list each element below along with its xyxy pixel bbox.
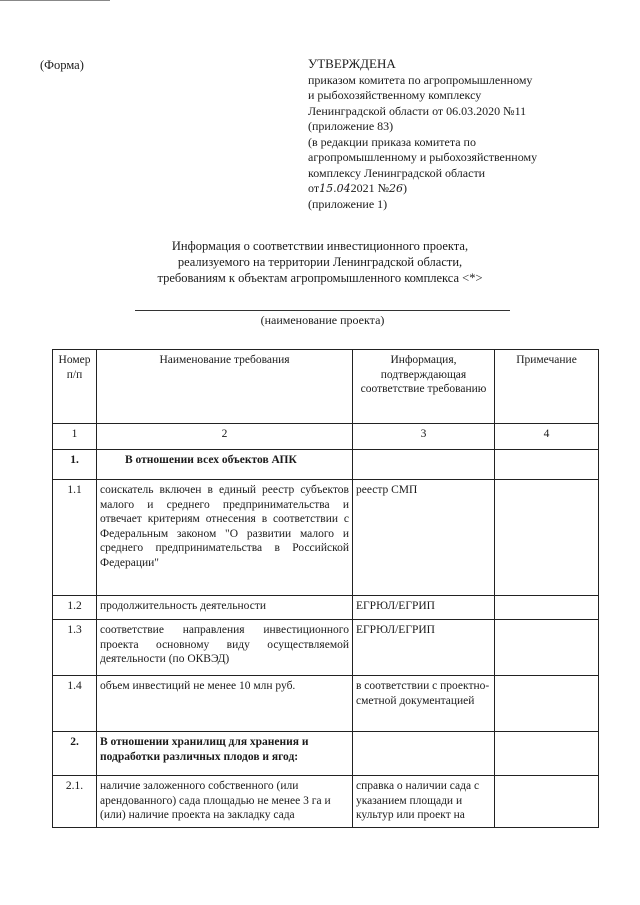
approval-line: и рыбохозяйственному комплексу	[308, 88, 482, 102]
column-number: 3	[353, 424, 495, 450]
approval-line: агропромышленному и рыбохозяйственному	[308, 150, 538, 164]
row-info	[353, 450, 495, 480]
project-name-caption: (наименование проекта)	[260, 313, 385, 327]
row-note	[495, 620, 599, 676]
approval-line: комплексу Ленинградской области	[308, 165, 486, 180]
form-label: (Форма)	[40, 58, 84, 72]
row-number: 1.1	[53, 480, 97, 596]
table-row	[53, 732, 599, 776]
column-number: 1	[53, 424, 97, 450]
header-requirement: Наименование требования	[97, 350, 353, 424]
document-title	[135, 238, 505, 286]
requirements-table	[52, 349, 599, 828]
row-info	[353, 732, 495, 776]
row-requirement: продолжительность деятельности	[97, 596, 353, 620]
row-info: ЕГРЮЛ/ЕГРИП	[353, 596, 495, 620]
approval-appendix: (приложение 1)	[308, 196, 388, 211]
approval-line: Ленинградской области от 06.03.2020 №11	[308, 103, 527, 118]
row-number: 1.2	[53, 596, 97, 620]
title-line: реализуемого на территории Ленинградской области,	[177, 255, 463, 269]
table-row	[53, 450, 599, 480]
row-note	[495, 676, 599, 732]
approval-line: (в редакции приказа комитета по	[308, 134, 476, 149]
title-line: требованиям к объектам агропромышленного комплекса <*>	[157, 271, 483, 285]
row-requirement: соответствие направления инвестиционного проекта основному виду осуществляемой деятельности (по ОКВЭД)	[97, 620, 353, 676]
approval-block	[308, 56, 537, 212]
table-row	[53, 776, 599, 828]
top-edge-line	[0, 0, 110, 1]
column-number: 4	[495, 424, 599, 450]
handwritten-date: 15.04	[319, 182, 351, 195]
row-number: 1.	[53, 450, 97, 480]
column-number-row	[53, 424, 599, 450]
handwritten-order-number: 26	[389, 182, 404, 195]
row-number: 2.	[53, 732, 97, 776]
row-info: ЕГРЮЛ/ЕГРИП	[353, 620, 495, 676]
row-number: 2.1.	[53, 776, 97, 828]
row-note	[495, 732, 599, 776]
header-info: Информация, подтверждающая соответствие требованию	[353, 350, 495, 424]
row-requirement: В отношении хранилищ для хранения и подработки различных плодов и ягод:	[97, 732, 353, 776]
header-note: Примечание	[495, 350, 599, 424]
table-header-row	[53, 350, 599, 424]
title-line: Информация о соответствии инвестиционного проекта,	[171, 239, 469, 253]
approval-line: приказом комитета по агропромышленному	[308, 72, 533, 87]
date-suffix: )	[403, 181, 408, 195]
row-number: 1.4	[53, 676, 97, 732]
row-info: справка о наличии сада с указанием площади и культур или проект на	[353, 776, 495, 828]
row-requirement: объем инвестиций не менее 10 млн руб.	[97, 676, 353, 732]
row-requirement: соискатель включен в единый реестр субъектов малого и среднего предпринимательства и отвечает критериям отнесения в соответствии с Федеральным законом "О развитии малого и среднего предпринимательства в Российской Федерации"	[97, 480, 353, 596]
approval-heading: УТВЕРЖДЕНА	[308, 56, 396, 71]
row-note	[495, 450, 599, 480]
table-row	[53, 480, 599, 596]
table-row	[53, 596, 599, 620]
row-note	[495, 776, 599, 828]
row-note	[495, 596, 599, 620]
row-info: в соответствии с проектно-сметной документацией	[353, 676, 495, 732]
header-number: Номер п/п	[53, 350, 97, 424]
row-requirement: В отношении всех объектов АПК	[97, 450, 353, 480]
row-requirement: наличие заложенного собственного (или арендованного) сада площадью не менее 3 га и (или) наличие проекта на закладку сада	[97, 776, 353, 828]
row-note	[495, 480, 599, 596]
table-row	[53, 676, 599, 732]
row-info: реестр СМП	[353, 480, 495, 596]
approval-date-line	[308, 181, 537, 197]
approval-line: (приложение 83)	[308, 119, 394, 133]
row-number: 1.3	[53, 620, 97, 676]
column-number: 2	[97, 424, 353, 450]
date-prefix: от	[308, 181, 320, 195]
project-name-field	[135, 310, 510, 311]
date-middle: 2021 №	[350, 181, 390, 195]
table-row	[53, 620, 599, 676]
